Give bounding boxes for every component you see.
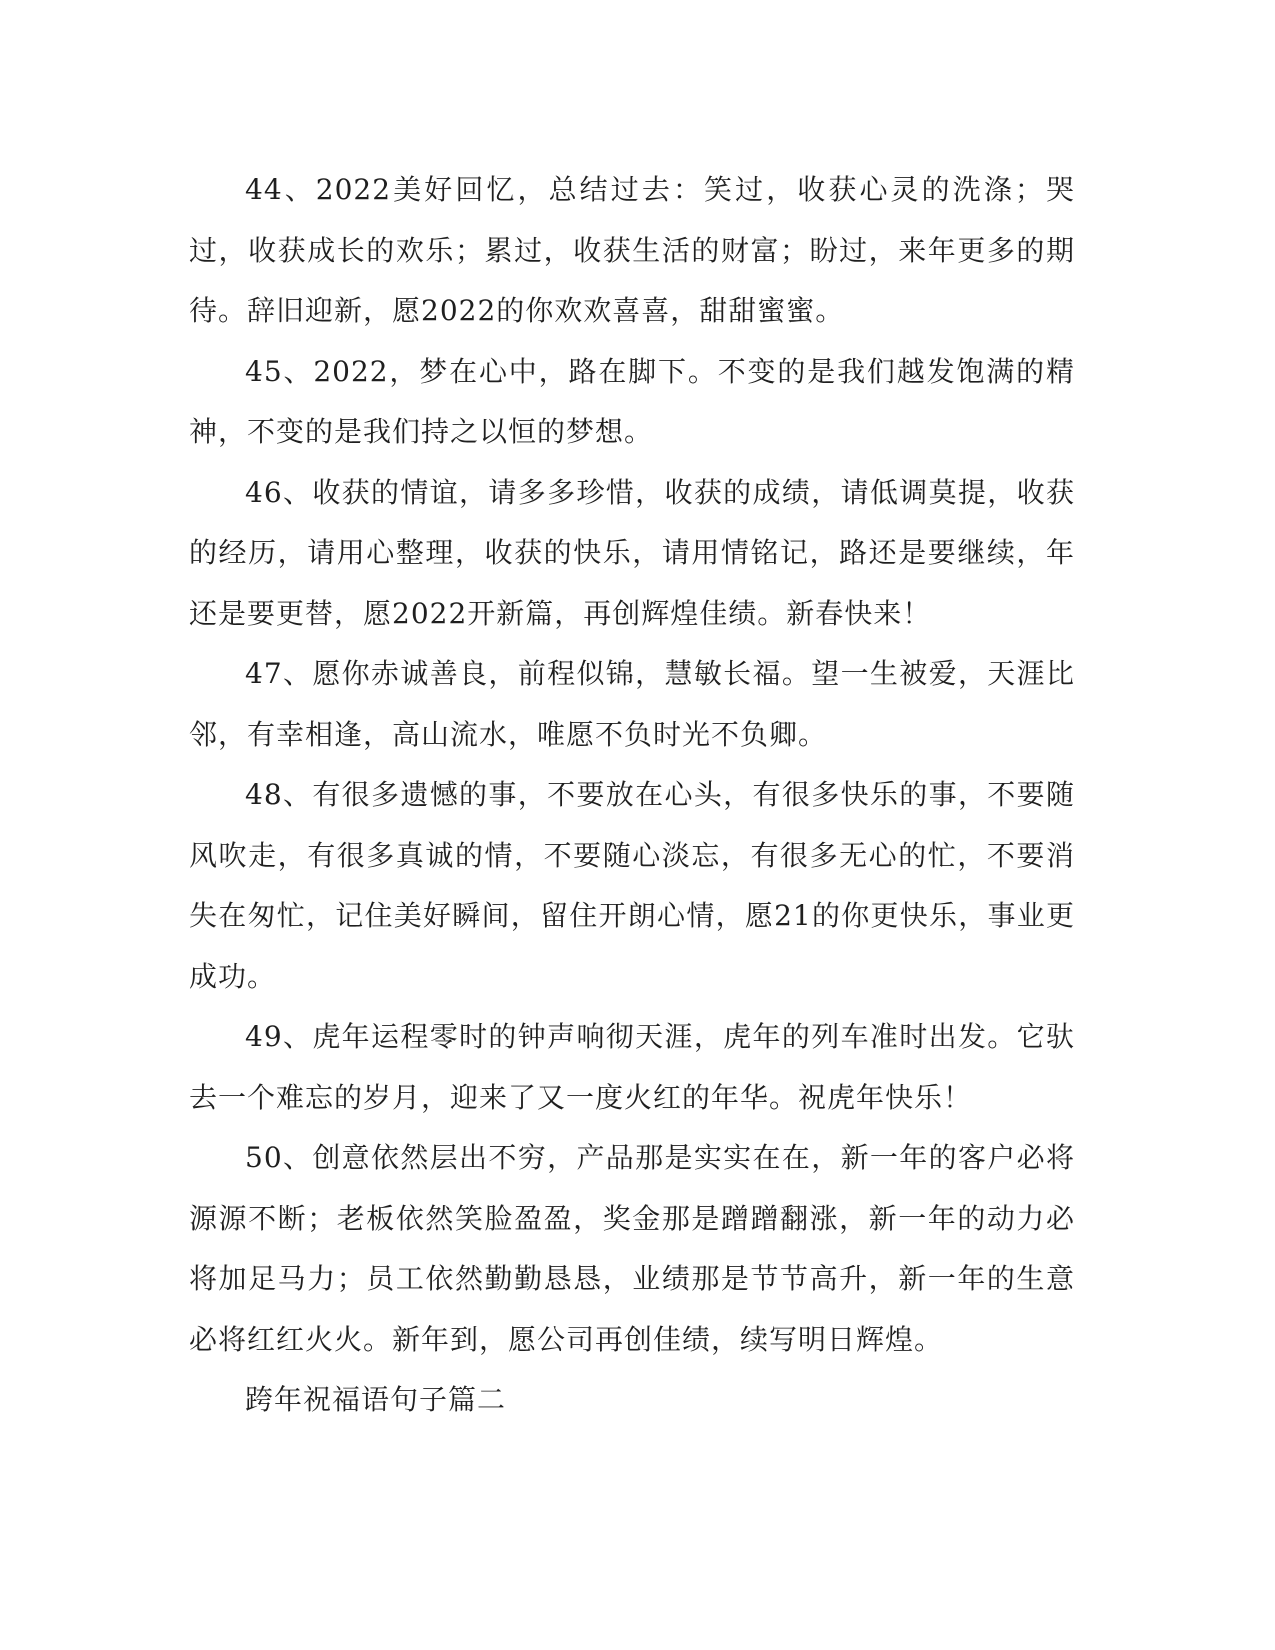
section-heading: 跨年祝福语句子篇二 (245, 1383, 507, 1416)
paragraph-44: 44、2022美好回忆，总结过去：笑过，收获心灵的洗涤；哭过，收获成长的欢乐；累过，收获生活的财富；盼过，来年更多的期待。辞旧迎新，愿2022的你欢欢喜喜，甜甜蜜蜜。 (189, 173, 1075, 327)
paragraph-47: 47、愿你赤诚善良，前程似锦，慧敏长福。望一生被爱，天涯比邻，有幸相逢，高山流水，唯愿不负时光不负卿。 (189, 657, 1075, 751)
paragraph-49: 49、虎年运程零时的钟声响彻天涯，虎年的列车准时出发。它驮去一个难忘的岁月，迎来了又一度火红的年华。祝虎年快乐！ (189, 1020, 1075, 1114)
paragraph-45: 45、2022，梦在心中，路在脚下。不变的是我们越发饱满的精神，不变的是我们持之以恒的梦想。 (189, 354, 1075, 448)
paragraph-50: 50、创意依然层出不穷，产品那是实实在在，新一年的客户必将源源不断；老板依然笑脸盈盈，奖金那是蹭蹭翻涨，新一年的动力必将加足马力；员工依然勤勤恳恳，业绩那是节节高升，新一年的生意必将红红火火。新年到，愿公司再创佳绩，续写明日辉煌。 (189, 1141, 1075, 1356)
paragraph-46: 46、收获的情谊，请多多珍惜，收获的成绩，请低调莫提，收获的经历，请用心整理，收获的快乐，请用情铭记，路还是要继续，年还是要更替，愿2022开新篇，再创辉煌佳绩。新春快来！ (189, 475, 1075, 630)
document-body (189, 160, 1075, 1431)
paragraph-48: 48、有很多遗憾的事，不要放在心头，有很多快乐的事，不要随风吹走，有很多真诚的情，不要随心淡忘，有很多无心的忙，不要消失在匆忙，记住美好瞬间，留住开朗心情，愿21的你更快乐，事业更成功。 (189, 778, 1075, 993)
